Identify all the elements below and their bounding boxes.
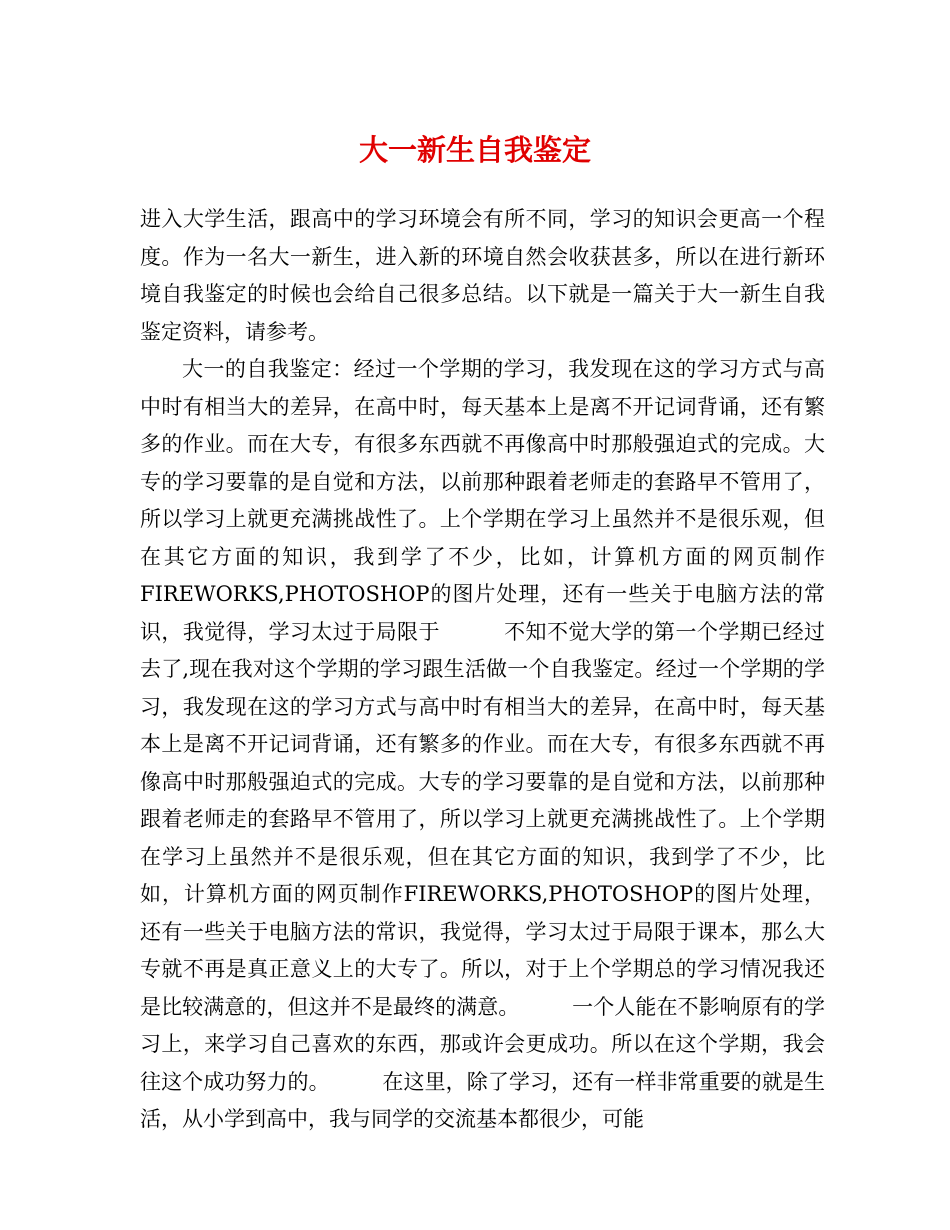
intro-paragraph: 进入大学生活，跟高中的学习环境会有所不同，学习的知识会更高一个程度。作为一名大一新生，进入新的环境自然会收获甚多，所以在进行新环境自我鉴定的时候也会给自己很多总结。以下就是一篇关于大一新生自我鉴定资料，请参考。 (140, 207, 825, 344)
document-title: 大一新生自我鉴定 (358, 133, 591, 167)
document-body (140, 201, 825, 1139)
self-assessment-paragraph: 大一的自我鉴定：经过一个学期的学习，我发现在这的学习方式与高中时有相当大的差异，在高中时，每天基本上是离不开记词背诵，还有繁多的作业。而在大专，有很多东西就不再像高中时那般强迫式的完成。大专的学习要靠的是自觉和方法，以前那种跟着老师走的套路早不管用了，所以学习上就更充满挑战性了。上个学期在学习上虽然并不是很乐观，但在其它方面的知识，我到学了不少，比如，计算机方面的网页制作FIREWORKS,PHOTOSHOP的图片处理，还有一些关于电脑方法的常识，我觉得，学习太过于局限于 不知不觉大学的第一个学期已经过去了,现在我对这个学期的学习跟生活做一个自我鉴定。经过一个学期的学习，我发现在这的学习方式与高中时有相当大的差异，在高中时，每天基本上是离不开记词背诵，还有繁多的作业。而在大专，有很多东西就不再像高中时那般强迫式的完成。大专的学习要靠的是自觉和方法，以前那种跟着老师走的套路早不管用了，所以学习上就更充满挑战性了。上个学期在学习上虽然并不是很乐观，但在其它方面的知识，我到学了不少，比如，计算机方面的网页制作FIREWORKS,PHOTOSHOP的图片处理，还有一些关于电脑方法的常识，我觉得，学习太过于局限于课本，那么大专就不再是真正意义上的大专了。所以，对于上个学期总的学习情况我还是比较满意的，但这并不是最终的满意。 一个人能在不影响原有的学习上，来学习自己喜欢的东西，那或许会更成功。所以在这个学期，我会往这个成功努力的。 在这里，除了学习，还有一样非常重要的就是生活，从小学到高中，我与同学的交流基本都很少，可能 (140, 357, 825, 1131)
